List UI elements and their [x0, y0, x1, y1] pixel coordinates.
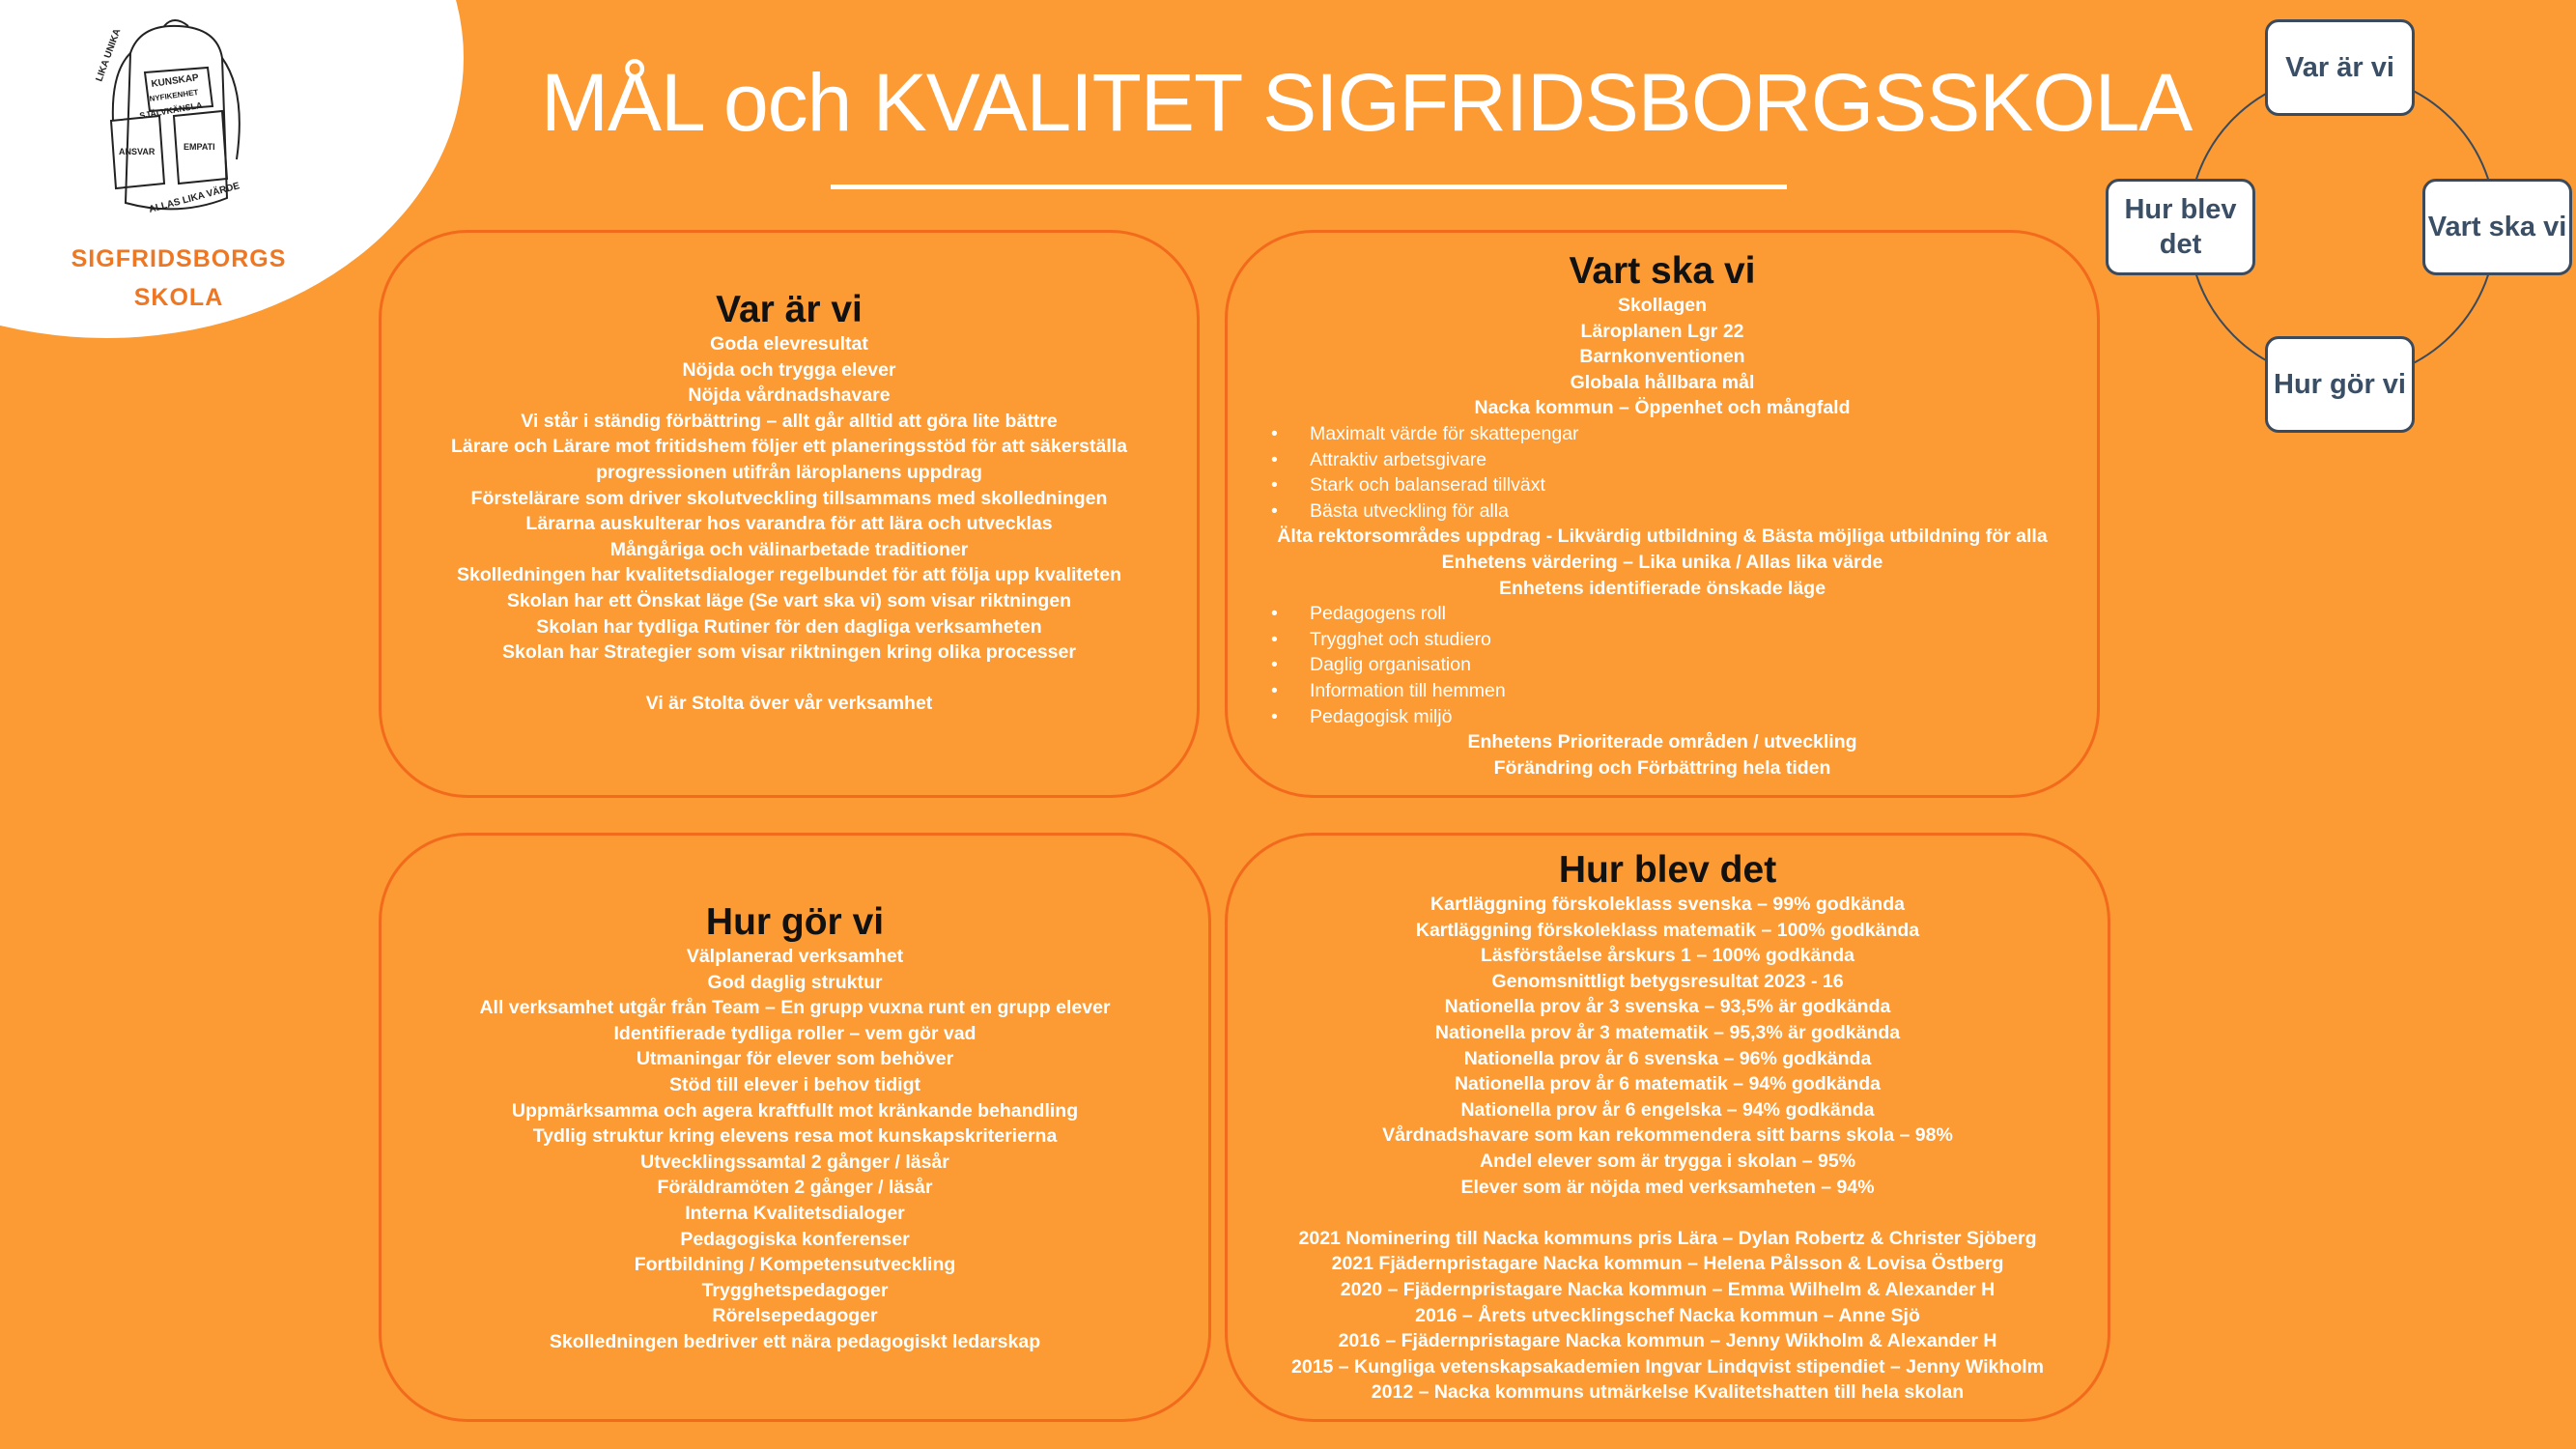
svg-text:ANSVAR: ANSVAR	[119, 147, 156, 156]
bullet-item: • Daglig organisation	[1228, 652, 2097, 678]
svg-text:LIKA UNIKA: LIKA UNIKA	[94, 27, 124, 84]
list-item: Skolan har Strategier som visar riktningen kring olika processer	[502, 641, 1076, 664]
list-item: Älta rektorsområdes uppdrag - Likvärdig utbildning & Bästa möjliga utbildning för alla	[1277, 526, 2048, 548]
cycle-node-vart-ska-vi	[2422, 179, 2572, 275]
closing-line: Vi är Stolta över vår verksamhet	[645, 693, 933, 715]
svg-text:EMPATI: EMPATI	[184, 142, 215, 152]
list-item: Identifierade tydliga roller – vem gör vad	[613, 1022, 977, 1044]
list-item: Läroplanen Lgr 22	[1580, 320, 1744, 342]
vart-ska-vi-mid	[1228, 524, 2097, 601]
logo-line-1: SIGFRIDSBORGS	[71, 245, 287, 272]
list-item: Nationella prov år 3 matematik – 95,3% är godkända	[1434, 1021, 1901, 1043]
list-item: Föräldramöten 2 gånger / läsår	[657, 1177, 933, 1199]
svg-text:KUNSKAP: KUNSKAP	[150, 72, 200, 90]
list-item: Tydlig struktur kring elevens resa mot kunskapskriterierna	[532, 1125, 1058, 1148]
title-light: MÅL och KVALITET	[541, 57, 1241, 148]
award-item: 2016 – Fjädernpristagare Nacka kommun – Jenny Wikholm & Alexander H	[1338, 1330, 1997, 1352]
spacer	[382, 666, 1197, 692]
box-heading: Vart ska vi	[1569, 250, 1756, 292]
title-underline	[831, 185, 1787, 189]
list-item: Enhetens identifierade önskade läge	[1498, 577, 1826, 599]
svg-text:ALLAS LIKA VÄRDE: ALLAS LIKA VÄRDE	[147, 181, 241, 215]
list-item: Andel elever som är trygga i skolan – 95%	[1479, 1150, 1856, 1172]
bullet-item: • Pedagogisk miljö	[1228, 704, 2097, 730]
list-item: Kartläggning förskoleklass svenska – 99% godkända	[1430, 894, 1905, 915]
box-var-ar-vi	[379, 230, 1200, 798]
bullet-item: • Maximalt värde för skattepengar	[1228, 421, 2097, 447]
list-item: Utmaningar för elever som behöver	[636, 1048, 954, 1070]
list-item: Vi står i ständig förbättring – allt går alltid att göra lite bättre	[521, 410, 1058, 432]
list-item: Kartläggning förskoleklass matematik – 100% godkända	[1415, 919, 1920, 941]
list-item: Rörelsepedagoger	[712, 1305, 878, 1327]
list-item: Goda elevresultat	[710, 333, 868, 355]
list-item: Nöjda vårdnadshavare	[688, 384, 891, 407]
bullet-item: • Stark och balanserad tillväxt	[1228, 472, 2097, 498]
vart-ska-vi-bullets-2	[1228, 601, 2097, 729]
bullet-item: • Trygghet och studiero	[1228, 627, 2097, 653]
vart-ska-vi-top	[1228, 293, 2097, 421]
node-label: Var är vi	[2285, 52, 2394, 83]
box-heading: Var är vi	[716, 289, 863, 330]
list-item: Trygghetspedagoger	[701, 1279, 889, 1301]
cycle-node-var-ar-vi	[2265, 19, 2415, 116]
node-label: Hur blev det	[2124, 194, 2237, 260]
list-item: Elever som är nöjda med verksamheten – 94%	[1460, 1176, 1875, 1198]
list-item: Läsförståelse årskurs 1 – 100% godkända	[1481, 945, 1854, 967]
list-item: Nacka kommun – Öppenhet och mångfald	[1474, 397, 1851, 419]
node-label: Vart ska vi	[2427, 212, 2567, 242]
list-item: Uppmärksamma och agera kraftfullt mot kränkande behandling	[511, 1099, 1079, 1122]
award-item: 2020 – Fjädernpristagare Nacka kommun – Emma Wilhelm & Alexander H	[1340, 1278, 1996, 1300]
bullet-item: • Pedagogens roll	[1228, 601, 2097, 627]
svg-text:SJÄLVKÄNSLA: SJÄLVKÄNSLA	[138, 99, 204, 121]
cycle-node-hur-gor-vi	[2265, 336, 2415, 433]
bullet-item: • Information till hemmen	[1228, 678, 2097, 704]
list-item: Interna Kvalitetsdialoger	[685, 1202, 905, 1224]
list-item: Vårdnadshavare som kan rekommendera sitt barns skola – 98%	[1382, 1124, 1953, 1147]
list-item: God daglig struktur	[707, 971, 883, 993]
list-item: Stöd till elever i behov tidigt	[668, 1073, 921, 1095]
list-item: Lärare och Lärare mot fritidshem följer ett planeringsstöd för att säkerställa	[450, 436, 1128, 458]
vart-ska-vi-bottom	[1228, 729, 2097, 781]
hur-gor-vi-list	[382, 944, 1208, 1355]
list-item: Globala hållbara mål	[1570, 371, 1755, 393]
list-item: Välplanerad verksamhet	[686, 946, 904, 967]
award-item: 2015 – Kungliga vetenskapsakademien Ingvar Lindqvist stipendiet – Jenny Wikholm	[1291, 1355, 2044, 1378]
bullet-item: • Bästa utveckling för alla	[1228, 498, 2097, 525]
list-item: Lärarna auskulterar hos varandra för att lära och utvecklas	[525, 513, 1053, 535]
box-hur-gor-vi	[379, 833, 1211, 1422]
list-item: Utvecklingssamtal 2 gånger / läsår	[640, 1151, 949, 1173]
vart-ska-vi-bullets-1	[1228, 421, 2097, 524]
list-item: Nationella prov år 6 svenska – 96% godkända	[1463, 1047, 1872, 1069]
list-item: Nationella prov år 6 engelska – 94% godkända	[1460, 1098, 1875, 1121]
list-item: Förstelärare som driver skolutveckling tillsammans med skolledningen	[470, 487, 1108, 509]
list-item: Enhetens Prioriterade områden / utveckling	[1467, 731, 1857, 753]
logo-line-2: SKOLA	[133, 284, 224, 311]
list-item: Skolan har ett Önskat läge (Se vart ska vi) som visar riktningen	[506, 589, 1072, 611]
list-item: Enhetens värdering – Lika unika / Allas lika värde	[1441, 551, 1883, 573]
spacer	[1228, 1200, 2108, 1226]
list-item: Skolan har tydliga Rutiner för den dagliga verksamheten	[536, 615, 1042, 638]
list-item: All verksamhet utgår från Team – En grupp vuxna runt en grupp elever	[479, 997, 1111, 1019]
page-title	[541, 56, 2193, 150]
node-label: Hur gör vi	[2274, 369, 2406, 400]
title-bold: SIGFRIDSBORGSSKOLA	[1262, 57, 2193, 148]
list-item: Nationella prov år 6 matematik – 94% godkända	[1454, 1073, 1882, 1095]
list-item: Nöjda och trygga elever	[682, 358, 896, 381]
list-item: Fortbildning / Kompetensutveckling	[634, 1254, 956, 1276]
svg-text:NYFIKENHET: NYFIKENHET	[149, 87, 199, 103]
award-item: 2021 Nominering till Nacka kommuns pris Lära – Dylan Robertz & Christer Sjöberg	[1298, 1227, 2037, 1249]
list-item: Skolledningen har kvalitetsdialoger regelbundet för att följa upp kvaliteten	[456, 564, 1122, 586]
list-item: progressionen utifrån läroplanens uppdrag	[596, 461, 982, 483]
logo-wordmark	[39, 240, 319, 317]
box-heading: Hur gör vi	[705, 901, 885, 943]
backpack-logo-icon	[92, 14, 256, 222]
award-item: 2012 – Nacka kommuns utmärkelse Kvalitetshatten till hela skolan	[1371, 1381, 1965, 1404]
list-item: Mångåriga och välinarbetade traditioner	[609, 538, 969, 560]
cycle-node-hur-blev-det	[2106, 179, 2255, 275]
list-item: Pedagogiska konferenser	[680, 1228, 910, 1250]
list-item: Genomsnittligt betygsresultat 2023 - 16	[1491, 970, 1844, 992]
award-item: 2021 Fjädernpristagare Nacka kommun – Helena Pålsson & Lovisa Östberg	[1331, 1253, 2004, 1275]
list-item: Barnkonventionen	[1579, 346, 1745, 368]
list-item: Nationella prov år 3 svenska – 93,5% är godkända	[1444, 996, 1891, 1018]
box-heading: Hur blev det	[1558, 849, 1777, 891]
hur-blev-det-results	[1228, 892, 2108, 1406]
list-item: Förändring och Förbättring hela tiden	[1493, 756, 1831, 779]
box-vart-ska-vi	[1225, 230, 2100, 798]
bullet-item: • Attraktiv arbetsgivare	[1228, 447, 2097, 473]
award-item: 2016 – Årets utvecklingschef Nacka kommun – Anne Sjö	[1415, 1304, 1920, 1326]
list-item: Skollagen	[1617, 295, 1708, 316]
box-hur-blev-det	[1225, 833, 2110, 1422]
list-item: Skolledningen bedriver ett nära pedagogiskt ledarskap	[549, 1330, 1041, 1352]
var-ar-vi-list	[382, 331, 1197, 717]
